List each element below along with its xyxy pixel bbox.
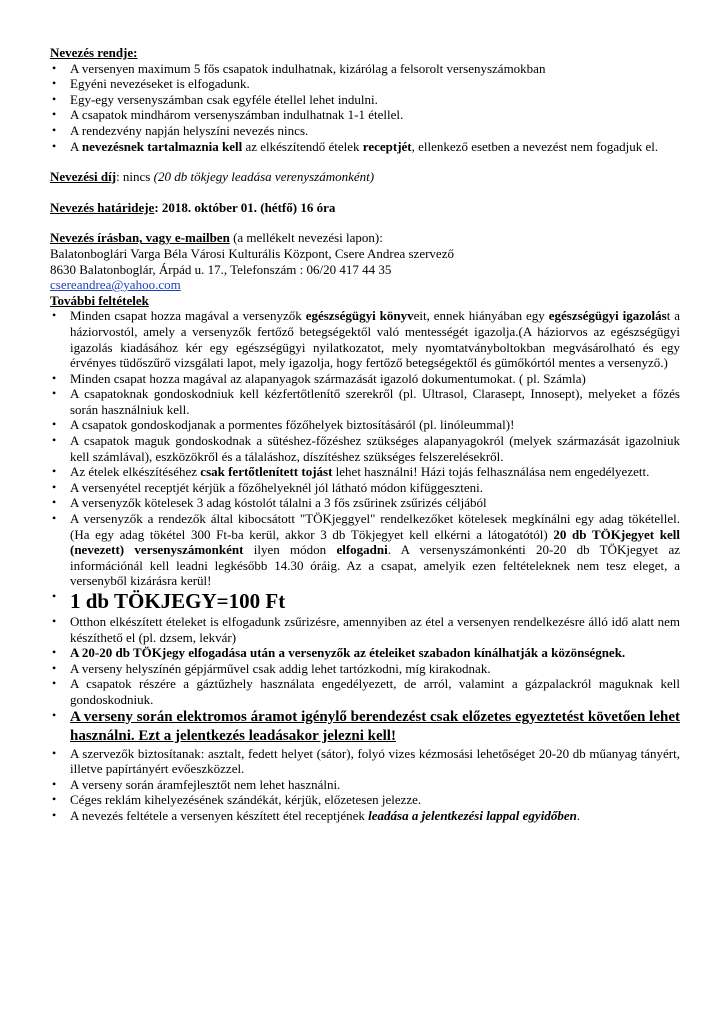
list-item: • A csapatok mindhárom versenyszámban indulhatnak 1-1 étellel. <box>52 107 404 123</box>
irasban-line: Nevezés írásban, vagy e-mailben (a mellékelt nevezési lapon): <box>50 230 383 246</box>
list-item: • A versenyen maximum 5 fős csapatok indulhatnak, kizárólag a felsorolt versenyszámokban <box>52 60 546 76</box>
bullet-icon: • <box>52 707 57 722</box>
section-heading-nevezes-rendje: Nevezés rendje: <box>50 45 138 60</box>
list-item <box>50 589 680 614</box>
list-item: • Az ételek elkészítéséhez csak fertőtlenített tojást lehet használni! Házi tojás felhasználása nem engedélyezett. <box>52 464 650 480</box>
list-item: • Minden csapat hozza magával a versenyzők egészségügyi könyveit, ennek hiányában egy egészségügyi igazolást a háziorvostól, amely a versenyzők fertőző betegségektől való mentességét igazolja.(A háziorvos az egészségügyi igazolás kiadásához kér egy egészségügyi nyilatkozatot, mely nyomtatványboltokban megvásárolható és egy érvényes tüdőszűrő vizsgálati lapot, mely igazolja, hogy fertőző betegségektől és gümőkórtól mentes a versenyző.) <box>52 308 681 371</box>
bullet-icon: • <box>52 91 57 106</box>
list-item: • A verseny helyszínén gépjárművel csak addig lehet tartózkodni, míg kirakodnak. <box>52 660 491 676</box>
list-item: • A versenyétel receptjét kérjük a főzőhelyeknél jól látható módon kifüggeszteni. <box>52 479 483 495</box>
list-item: • A rendezvény napján helyszíni nevezés nincs. <box>52 122 309 138</box>
list-item: • A csapatoknak gondoskodniuk kell kézfertőtlenítő szerekről (pl. Ultrasol, Clarasept, Innosept), melyeket a főzés során használniuk kell. <box>52 386 680 417</box>
bullet-icon: • <box>52 589 57 603</box>
bullet-icon: • <box>52 138 57 153</box>
bullet-icon: • <box>52 745 57 760</box>
hatarido-line: Nevezés határideje: 2018. október 01. (hétfő) 16 óra <box>50 199 336 215</box>
bullet-icon: • <box>52 660 57 675</box>
bullet-icon: • <box>52 776 57 791</box>
list-item: • A 20-20 db TÖKjegy elfogadása után a versenyzők az ételeiket szabadon kínálhatják a közönségnek. <box>52 645 626 661</box>
list-item: • Egy-egy versenyszámban csak egyféle étellel lehet indulni. <box>52 91 378 107</box>
list-item: • A versenyzők kötelesek 3 adag kóstolót tálalni a 3 fős zsűrinek zsűrizés céljából <box>52 495 487 511</box>
bullet-icon: • <box>52 511 57 526</box>
address-line: 8630 Balatonboglár, Árpád u. 17., Telefonszám : 06/20 417 44 35 <box>50 261 392 277</box>
list-item: • A nevezés feltétele a versenyen készített étel receptjének leadása a jelentkezési lappal egyidőben. <box>52 807 581 823</box>
list-item: • A csapatok maguk gondoskodnak a sütéshez-főzéshez szükséges alapanyagokról (melyek származását igazolniuk kell számlával), eszközökről és a tálaláshoz, díszítéshez szükséges felszerelésekről. <box>52 433 680 464</box>
bullet-icon: • <box>52 807 57 822</box>
list-item: • Otthon elkészített ételeket is elfogadunk zsűrizésre, amennyiben az étel a versenyen rendelkezésre álló idő alatt nem készíthető el (pl. dzsem, lekvár) <box>52 614 680 645</box>
bullet-icon: • <box>52 60 57 75</box>
bullet-icon: • <box>52 614 57 628</box>
bullet-icon: • <box>52 386 57 401</box>
section-heading-tovabbi: További feltételek <box>50 292 149 308</box>
list-item: • Céges reklám kihelyezésének szándékát, kérjük, előzetesen jelezze. <box>52 792 422 808</box>
bullet-icon: • <box>52 676 57 691</box>
list-item: • Minden csapat hozza magával az alapanyagok származását igazoló dokumentumokat. ( pl. Számla) <box>52 370 586 386</box>
nevezesi-dij-line: Nevezési díj: nincs (20 db tökjegy leadása verenyszámonként) <box>50 169 375 185</box>
list-item: • A versenyzők a rendezők által kibocsátott "TÖKjeggyel" rendelkezőket kötelesek megkínálni egy adag tökétellel. (Ha egy adag tökétel 300 Ft-ba kerül, akkor 3 db Tökjegyet kell elkérni a látogatótól) 20 db TÖKjegyet kell (nevezett) versenyszámonként ilyen módon elfogadni. A versenyszámonkénti 20-20 db TÖKjegyet az információnál kell leadni legkésőbb 14.30 óráig. Az a csapat, amelyik ezen feltételeknek nem tesz eleget, a versenyből kizárásra kerül! <box>52 511 680 589</box>
bullet-icon: • <box>52 107 57 122</box>
list-item: • Egyéni nevezéseket is elfogadunk. <box>52 76 250 92</box>
list-item <box>50 708 680 746</box>
nevezes-rendje-list <box>50 61 680 155</box>
bullet-icon: • <box>52 495 57 510</box>
bullet-icon: • <box>52 417 57 432</box>
list-item: • A csapatok részére a gáztűzhely használata engedélyezett, de arról, valamint a gázpalackról maguknak kell gondoskodniuk. <box>52 676 680 707</box>
list-item: • A nevezésnek tartalmaznia kell az elkészítendő ételek receptjét, ellenkező esetben a nevezést nem fogadjuk el. <box>52 138 659 154</box>
tokjegy-price: 1 db TÖKJEGY=100 Ft <box>70 589 286 613</box>
list-item: • A szervezők biztosítanak: asztalt, fedett helyet (sátor), folyó vizes kézmosási lehetőséget 20-20 db műanyag tányért, illetve papírtányért evőeszközzel. <box>52 745 680 777</box>
organizer-line: Balatonboglári Varga Béla Városi Kulturális Központ, Csere Andrea szervező <box>50 245 454 261</box>
bullet-icon: • <box>52 464 57 479</box>
list-item: • A verseny során áramfejlesztőt nem lehet használni. <box>52 776 341 792</box>
electricity-warning: A verseny során elektromos áramot igénylő berendezést csak előzetes egyeztetést követően lehet használni. Ezt a jelentkezés leadásakor jelezni kell! <box>70 708 680 744</box>
bullet-icon: • <box>52 792 57 807</box>
email-link[interactable]: csereandrea@yahoo.com <box>50 277 181 293</box>
bullet-icon: • <box>52 479 57 494</box>
bullet-icon: • <box>52 433 57 448</box>
bullet-icon: • <box>52 370 57 385</box>
list-item: • A csapatok gondoskodjanak a pormentes főzőhelyek biztosításáról (pl. linóleummal)! <box>52 417 515 433</box>
bullet-icon: • <box>52 308 57 323</box>
document-page <box>50 45 680 824</box>
tovabbi-list <box>50 308 680 823</box>
bullet-icon: • <box>52 645 57 660</box>
bullet-icon: • <box>52 76 57 91</box>
bullet-icon: • <box>52 122 57 137</box>
